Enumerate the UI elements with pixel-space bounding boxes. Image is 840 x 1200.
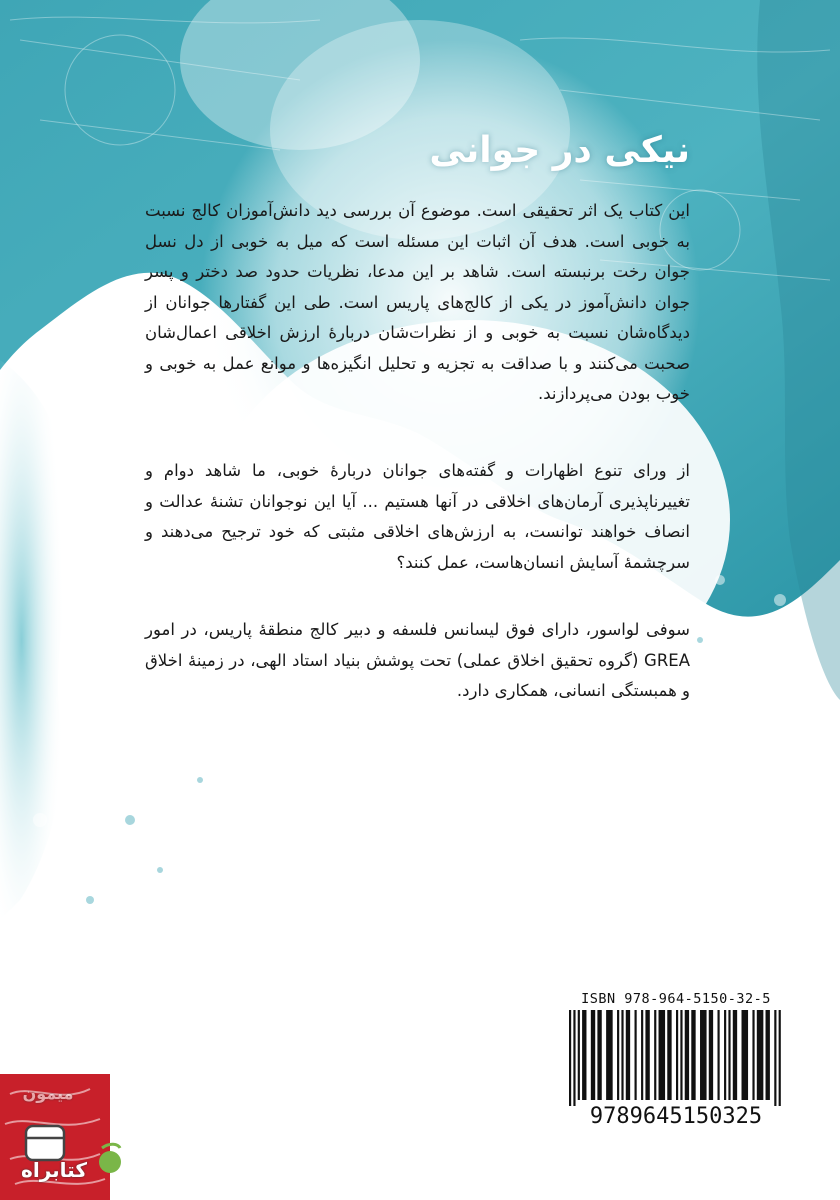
- watermark: [6, 1118, 126, 1188]
- barcode-bar: [617, 1010, 619, 1100]
- barcode-bar: [573, 1010, 575, 1106]
- author-bio-paragraph: [145, 615, 690, 707]
- barcode-bar: [766, 1010, 770, 1100]
- barcode-bar: [654, 1010, 656, 1100]
- isbn-label: ISBN 978-964-5150-32-5: [581, 991, 771, 1007]
- barcode-bar: [685, 1010, 689, 1100]
- isbn-digits: 9789645150325: [589, 1104, 763, 1129]
- barcode-bar: [578, 1010, 580, 1100]
- watermark-text: کتابراه: [21, 1158, 87, 1182]
- publisher-logo-text: میمون: [22, 1084, 74, 1103]
- description-paragraph-1: [145, 196, 690, 410]
- paragraph-text: این کتاب یک اثر تحقیقی است. موضوع آن بررسی دید دانش‌آموزان کالج نسبت به خوبی است. هدف آن اثبات این مسئله است که میل به خوبی از دل نسل جوان رخت برنبسته است. شاهد بر این مدعا، نظریات حدود صد دختر و پسر جوان دانش‌آموز در یکی از کالج‌های پاریس است. طی این گفتارها جوانان از دیدگاه‌شان نسبت به خوبی و از نظرات‌شان دربارهٔ ارزش اخلاقی اعمال‌شان صحبت می‌کنند و با صداقت به تجزیه و تحلیل انگیزه‌ها و موانع عمل به خوبی و خوب بودن می‌پردازند.: [145, 201, 690, 403]
- barcode-bar: [724, 1010, 726, 1100]
- barcode-bar: [752, 1010, 754, 1100]
- barcode-bar: [659, 1010, 666, 1100]
- barcode-bar: [626, 1010, 630, 1100]
- barcode-bar: [709, 1010, 713, 1100]
- barcode-bar: [676, 1010, 678, 1100]
- paragraph-text: از ورای تنوع اظهارات و گفته‌های جوانان دربارهٔ خوبی، ما شاهد دوام و تغییرناپذیری آرمان‌های اخلاقی در آنها هستیم ... آیا این نوجوانان تشنهٔ عدالت و انصاف خواهند توانست، به ارزش‌های اخلاقی مثبتی که خود ترجیح می‌دهند و سرچشمهٔ آسایش انسان‌هاست، عمل کنند؟: [145, 461, 690, 572]
- paragraph-text: سوفی لواسور، دارای فوق لیسانس فلسفه و دبیر کالج منطقهٔ پاریس، در امور GREA (گروه تحقیق اخلاق عملی) تحت پوشش بنیاد استاد الهی، در زمینهٔ اخلاق و همبستگی انسانی، همکاری دارد.: [145, 620, 690, 700]
- barcode: [567, 1010, 785, 1106]
- barcode-bar: [733, 1010, 737, 1100]
- description-paragraph-2: [145, 456, 690, 578]
- barcode-bar: [582, 1010, 586, 1100]
- barcode-bar: [621, 1010, 623, 1100]
- barcode-bar: [635, 1010, 637, 1100]
- isbn-barcode-block: [567, 991, 785, 1129]
- barcode-bar: [779, 1010, 781, 1106]
- barcode-bar: [606, 1010, 613, 1100]
- barcode-bar: [645, 1010, 649, 1100]
- barcode-bar: [700, 1010, 707, 1100]
- barcode-bar: [680, 1010, 682, 1100]
- barcode-bar: [641, 1010, 643, 1100]
- barcode-bar: [667, 1010, 671, 1100]
- barcode-bar: [591, 1010, 595, 1100]
- barcode-bar: [717, 1010, 719, 1100]
- barcode-bar: [691, 1010, 695, 1100]
- barcode-bar: [774, 1010, 776, 1106]
- barcode-bar: [757, 1010, 764, 1100]
- barcode-bar: [728, 1010, 730, 1100]
- book-title: نیکی در جوانی: [429, 130, 690, 171]
- barcode-bar: [742, 1010, 749, 1100]
- barcode-bar: [597, 1010, 601, 1100]
- barcode-bar: [569, 1010, 571, 1106]
